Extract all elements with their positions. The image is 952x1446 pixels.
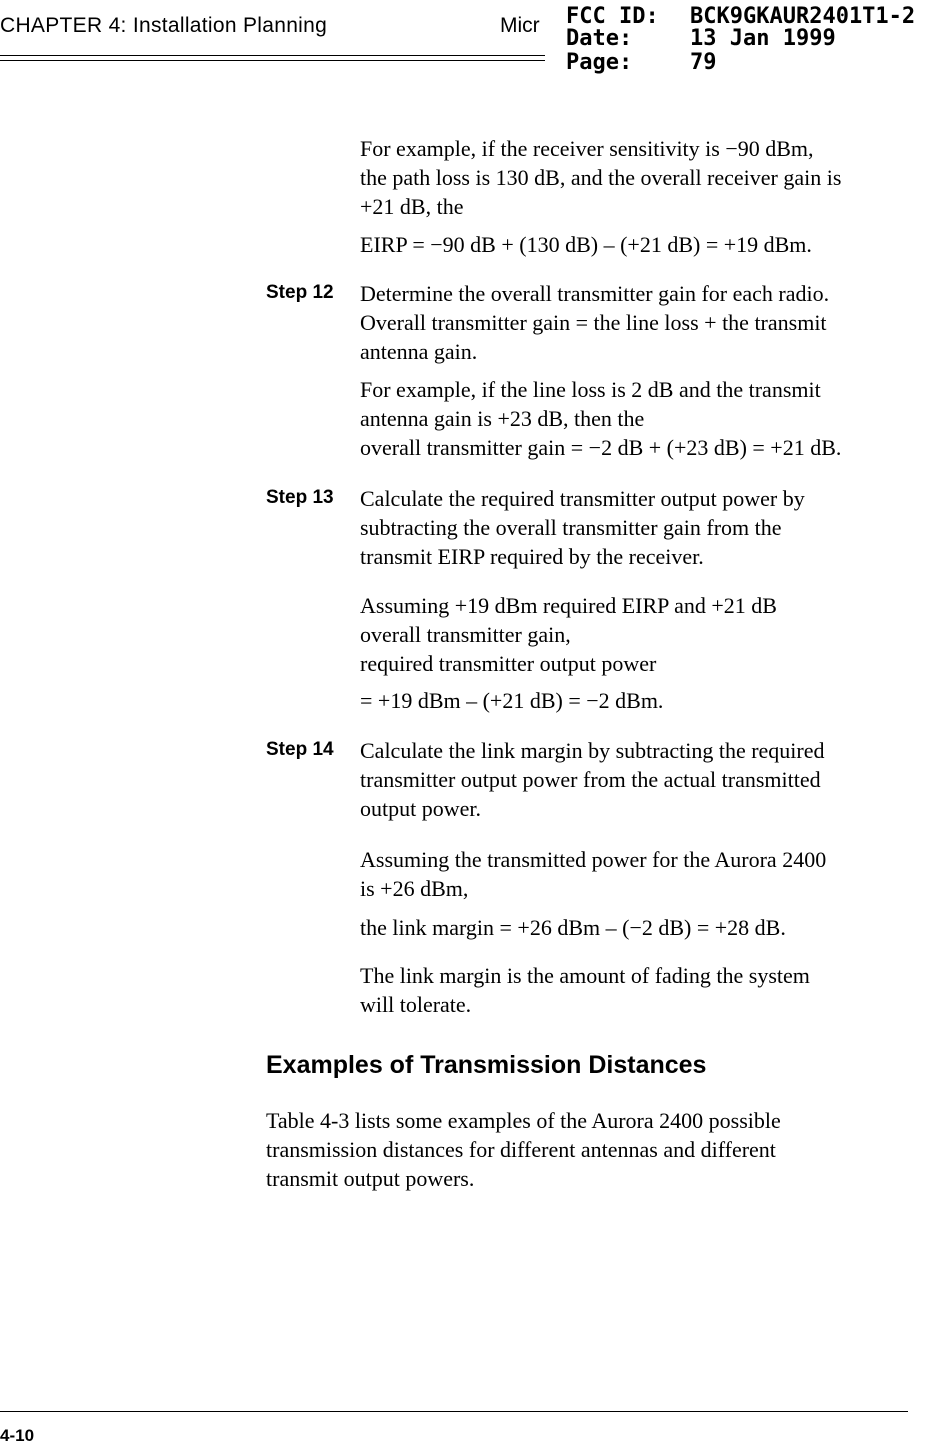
section-paragraph bbox=[266, 1106, 906, 1193]
step-line: Overall transmitter gain = the line loss + the transmit bbox=[360, 310, 827, 335]
step-14-text bbox=[360, 736, 920, 823]
step-14-label: Step 14 bbox=[266, 739, 334, 760]
note-line: The link margin is the amount of fading the system bbox=[360, 963, 810, 988]
step-14-result: the link margin = +26 dBm – (−2 dB) = +28 dB. bbox=[360, 915, 786, 940]
step-13-label: Step 13 bbox=[266, 487, 334, 508]
example-line: antenna gain is +23 dB, then the bbox=[360, 406, 645, 431]
step-line: transmitter output power from the actual transmitted bbox=[360, 767, 821, 792]
example-line: For example, if the line loss is 2 dB and the transmit bbox=[360, 377, 821, 402]
note-line: will tolerate. bbox=[360, 992, 472, 1017]
example-line: required transmitter output power bbox=[360, 651, 657, 676]
page-number: 4-10 bbox=[0, 1426, 35, 1445]
step-line: antenna gain. bbox=[360, 339, 478, 364]
fcc-id-value: BCK9GKAUR2401T1-2 bbox=[690, 4, 916, 29]
intro-line: For example, if the receiver sensitivity is −90 dBm, bbox=[360, 136, 814, 161]
example-line: overall transmitter gain, bbox=[360, 622, 571, 647]
header-micr-text: Micr bbox=[500, 14, 540, 37]
example-line: Assuming the transmitted power for the Aurora 2400 bbox=[360, 847, 827, 872]
date-value: 13 Jan 1999 bbox=[690, 26, 836, 51]
footer-rule bbox=[0, 1411, 908, 1412]
example-line: is +26 dBm, bbox=[360, 876, 469, 901]
step-line: Calculate the link margin by subtracting the required bbox=[360, 738, 825, 763]
date-label: Date: bbox=[566, 26, 633, 51]
step-14-note bbox=[360, 961, 920, 1019]
step-12-text bbox=[360, 279, 920, 366]
section-heading: Examples of Transmission Distances bbox=[266, 1051, 707, 1079]
step-14-example bbox=[360, 845, 920, 903]
page-label: Page: bbox=[566, 50, 633, 75]
step-line: output power. bbox=[360, 796, 481, 821]
step-line: transmit EIRP required by the receiver. bbox=[360, 544, 704, 569]
intro-line: the path loss is 130 dB, and the overall receiver gain is bbox=[360, 165, 842, 190]
intro-example bbox=[360, 134, 920, 221]
step-13-text bbox=[360, 484, 920, 571]
paragraph-line: transmission distances for different antennas and different bbox=[266, 1137, 776, 1162]
header-rule-bottom bbox=[0, 60, 545, 61]
step-line: Determine the overall transmitter gain for each radio. bbox=[360, 281, 830, 306]
intro-line: +21 dB, the bbox=[360, 194, 464, 219]
example-line: overall transmitter gain = −2 dB + (+23 dB) = +21 dB. bbox=[360, 435, 842, 460]
chapter-title: CHAPTER 4: Installation Planning bbox=[0, 14, 328, 37]
paragraph-line: Table 4-3 lists some examples of the Aurora 2400 possible bbox=[266, 1108, 781, 1133]
header-rule-top bbox=[0, 55, 545, 56]
step-12-label: Step 12 bbox=[266, 282, 334, 303]
page-value: 79 bbox=[690, 50, 717, 75]
eirp-equation: EIRP = −90 dB + (130 dB) – (+21 dB) = +19 dBm. bbox=[360, 232, 812, 257]
step-line: Calculate the required transmitter output power by bbox=[360, 486, 805, 511]
step-line: subtracting the overall transmitter gain from the bbox=[360, 515, 782, 540]
paragraph-line: transmit output powers. bbox=[266, 1166, 475, 1191]
example-line: Assuming +19 dBm required EIRP and +21 dB bbox=[360, 593, 777, 618]
step-13-example bbox=[360, 591, 920, 678]
fcc-id-label: FCC ID: bbox=[566, 4, 659, 29]
step-13-result: = +19 dBm – (+21 dB) = −2 dBm. bbox=[360, 688, 664, 713]
step-12-example bbox=[360, 375, 920, 462]
